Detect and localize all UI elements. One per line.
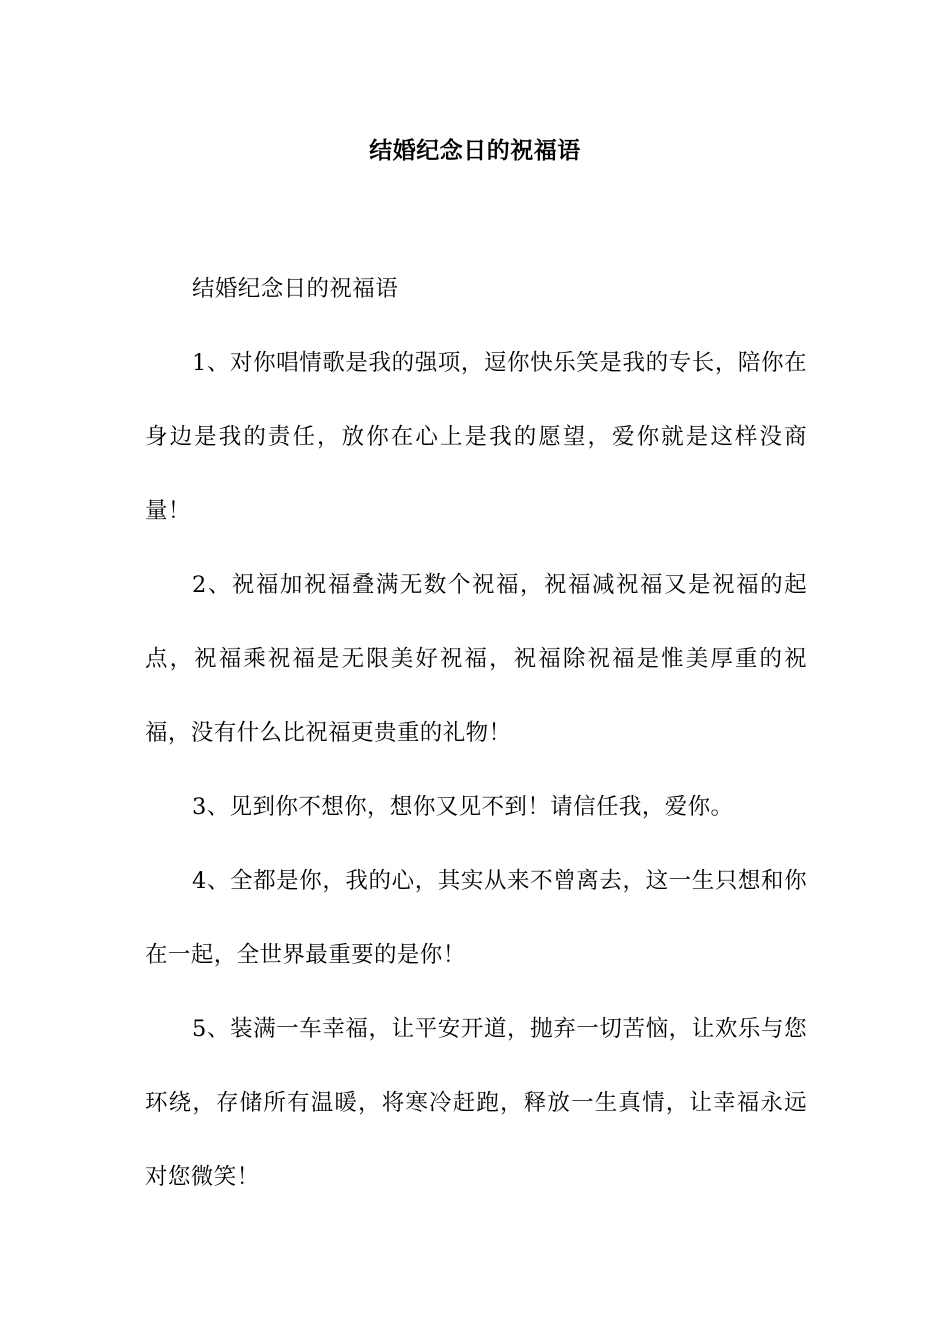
blessing-paragraph-3: 3、见到你不想你，想你又见不到！请信任我，爱你。 — [192, 794, 734, 820]
blessing-paragraph-1: 1、对你唱情歌是我的强项，逗你快乐笑是我的专长，陪你在身边是我的责任，放你在心上是我的愿望，爱你就是这样没商量！ — [145, 350, 807, 524]
document-title: 结婚纪念日的祝福语 — [369, 137, 581, 164]
subtitle-paragraph: 结婚纪念日的祝福语 — [192, 276, 399, 302]
blessing-paragraph-4: 4、全都是你，我的心，其实从来不曾离去，这一生只想和你在一起，全世界最重要的是你！ — [145, 868, 807, 968]
document-body — [145, 252, 807, 1214]
blessing-paragraph-2: 2、祝福加祝福叠满无数个祝福，祝福减祝福又是祝福的起点，祝福乘祝福是无限美好祝福，祝福除祝福是惟美厚重的祝福，没有什么比祝福更贵重的礼物！ — [145, 572, 807, 746]
blessing-paragraph-5: 5、装满一车幸福，让平安开道，抛弃一切苦恼，让欢乐与您环绕，存储所有温暖，将寒冷赶跑，释放一生真情，让幸福永远对您微笑！ — [145, 1016, 807, 1190]
